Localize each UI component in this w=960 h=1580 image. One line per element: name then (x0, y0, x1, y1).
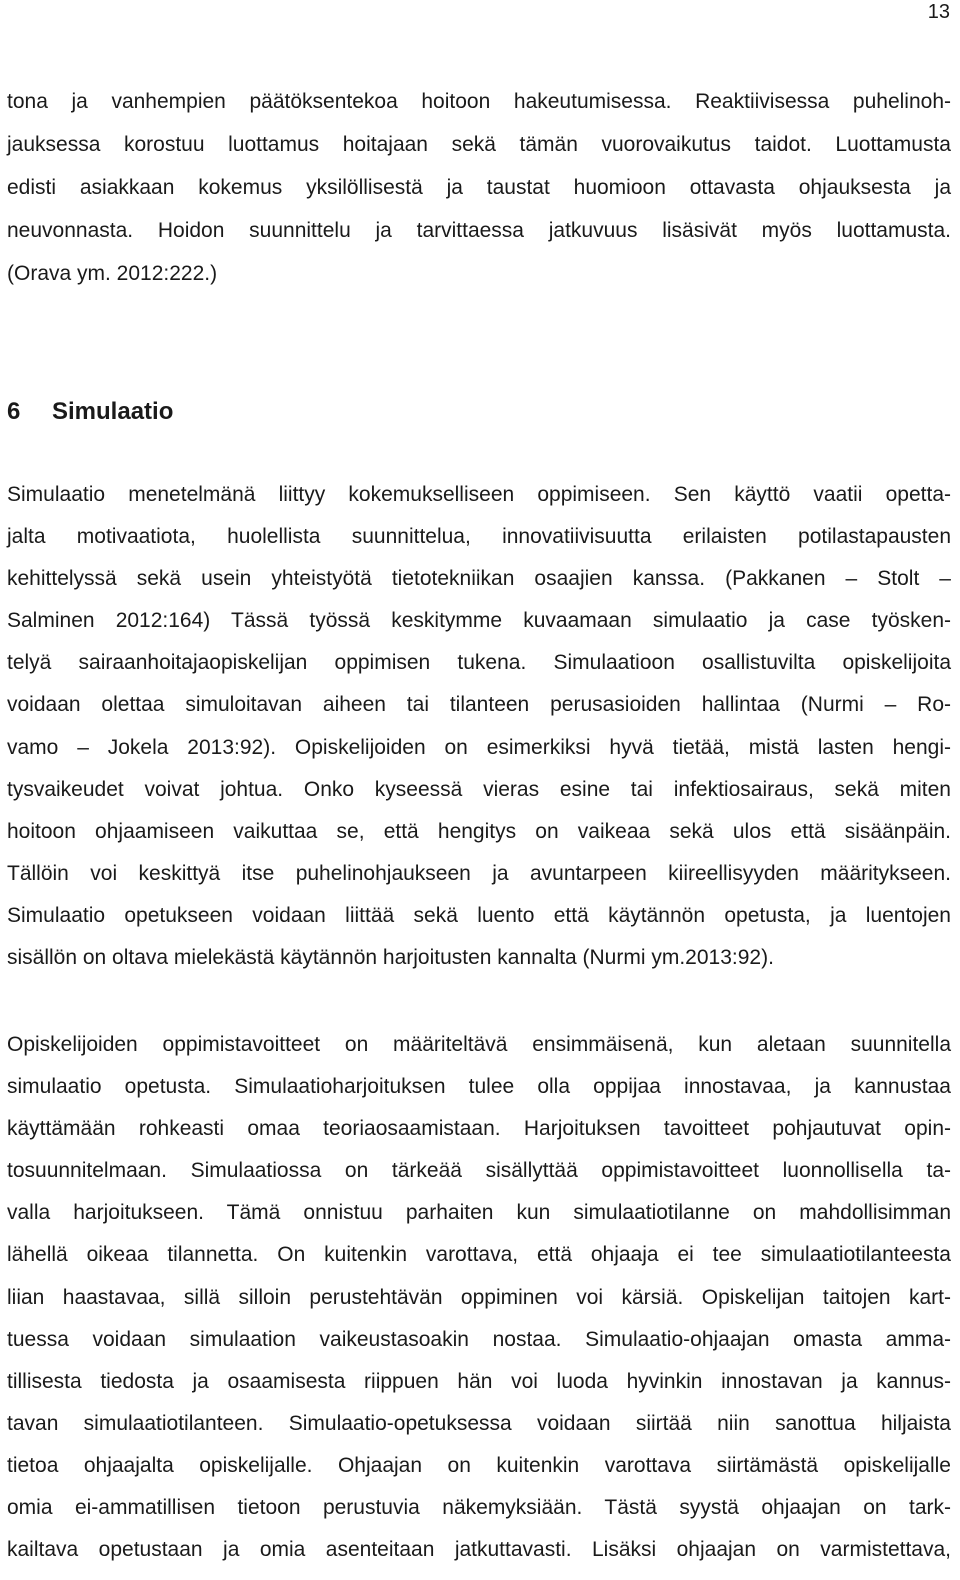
paragraph-2-line: telyä sairaanhoitajaopiskelijan oppimisen tukena. Simulaatioon osallistuvilta opiskelijoita (7, 651, 951, 674)
paragraph-3-line: tillisesta tiedosta ja osaamisesta riippuen hän voi luoda hyvinkin innostavan ja kannus- (7, 1370, 951, 1393)
paragraph-1-line: edisti asiakkaan kokemus yksilöllisestä ja taustat huomioon ottavasta ohjauksesta ja (7, 176, 951, 199)
paragraph-3-line: kailtava opetustaan ja omia asenteitaan jatkuttavasti. Lisäksi ohjaajan on varmistettava, (7, 1538, 951, 1561)
paragraph-3-line: valla harjoitukseen. Tämä onnistuu parhaiten kun simulaatiotilanne on mahdollisimman (7, 1201, 951, 1224)
paragraph-3-line: tosuunnitelmaan. Simulaatiossa on tärkeää sisällyttää oppimistavoitteet luonnollisella ta- (7, 1159, 951, 1182)
paragraph-3-line: omia ei-ammatillisen tietoon perustuvia näkemyksiään. Tästä syystä ohjaajan on tark- (7, 1496, 951, 1519)
paragraph-2-line: jalta motivaatiota, huolellista suunnittelua, innovatiivisuutta erilaisten potilastapausten (7, 525, 951, 548)
paragraph-2-line: Tällöin voi keskittyä itse puhelinohjaukseen ja avuntarpeen kiireellisyyden määritykseen. (7, 862, 951, 885)
paragraph-2-line: Salminen 2012:164) Tässä työssä keskitymme kuvaamaan simulaatio ja case työsken- (7, 609, 951, 632)
paragraph-2-line: sisällön on oltava mielekästä käytännön harjoitusten kannalta (Nurmi ym.2013:92). (7, 946, 774, 969)
paragraph-2-line: Simulaatio menetelmänä liittyy kokemukselliseen oppimiseen. Sen käyttö vaatii opetta- (7, 483, 951, 506)
paragraph-2-line: voidaan olettaa simuloitavan aiheen tai tilanteen perusasioiden hallintaa (Nurmi – Ro- (7, 693, 951, 716)
paragraph-1-line: (Orava ym. 2012:222.) (7, 262, 218, 285)
section-number: 6 (7, 398, 21, 425)
page-number: 13 (927, 1, 950, 23)
paragraph-3-line: tavan simulaatiotilanteen. Simulaatio-opetuksessa voidaan siirtää niin sanottua hiljaista (7, 1412, 951, 1435)
paragraph-3-line: lähellä oikeaa tilannetta. On kuitenkin varottava, että ohjaaja ei tee simulaatiotilanteesta (7, 1243, 951, 1266)
paragraph-2-line: tysvaikeudet voivat johtua. Onko kyseessä vieras esine tai infektiosairaus, sekä miten (7, 778, 951, 801)
paragraph-1-line: neuvonnasta. Hoidon suunnittelu ja tarvittaessa jatkuvuus lisäsivät myös luottamusta. (7, 219, 951, 242)
paragraph-3-line: tietoa ohjaajalta opiskelijalle. Ohjaajan on kuitenkin varottava siirtämästä opiskelijalle (7, 1454, 951, 1477)
paragraph-3-line: käyttämään rohkeasti omaa teoriaosaamistaan. Harjoituksen tavoitteet pohjautuvat opin- (7, 1117, 951, 1140)
paragraph-2-line: vamo – Jokela 2013:92). Opiskelijoiden on esimerkiksi hyvä tietää, mistä lasten hengi- (7, 736, 951, 759)
paragraph-1-line: tona ja vanhempien päätöksentekoa hoitoon hakeutumisessa. Reaktiivisessa puhelinoh- (7, 90, 951, 113)
paragraph-3-line: Opiskelijoiden oppimistavoitteet on määriteltävä ensimmäisenä, kun aletaan suunnitella (7, 1033, 951, 1056)
paragraph-2-line: hoitoon ohjaamiseen vaikuttaa se, että hengitys on vaikeaa sekä ulos että sisäänpäin. (7, 820, 951, 843)
paragraph-2-line: Simulaatio opetukseen voidaan liittää sekä luento että käytännön opetusta, ja luentojen (7, 904, 951, 927)
paragraph-1-line: jauksessa korostuu luottamus hoitajaan sekä tämän vuorovaikutus taidot. Luottamusta (7, 133, 951, 156)
paragraph-2-line: kehittelyssä sekä usein yhteistyötä tietotekniikan osaajien kanssa. (Pakkanen – Stolt – (7, 567, 951, 590)
paragraph-3-line: simulaatio opetusta. Simulaatioharjoituksen tulee olla oppijaa innostavaa, ja kannustaa (7, 1075, 951, 1098)
section-title: Simulaatio (52, 398, 174, 425)
paragraph-3-line: liian haastavaa, sillä silloin perustehtävän oppiminen voi kärsiä. Opiskelijan taitojen kart- (7, 1286, 951, 1309)
paragraph-3-line: tuessa voidaan simulaation vaikeustasoakin nostaa. Simulaatio-ohjaajan omasta amma- (7, 1328, 951, 1351)
section-heading (7, 397, 173, 427)
